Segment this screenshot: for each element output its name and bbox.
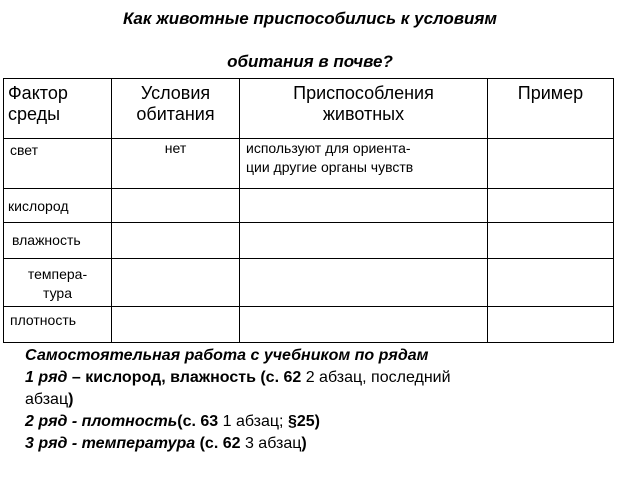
notes-row-1-cont — [25, 389, 625, 411]
factor-cell — [4, 307, 112, 343]
header-conditions-line-2: обитания — [136, 104, 215, 124]
adaptation-cell — [240, 189, 488, 223]
factor-cell — [4, 189, 112, 223]
header-adaptations — [240, 79, 488, 139]
factor-cell — [4, 259, 112, 307]
table-row — [4, 223, 614, 259]
adaptation-cell — [240, 223, 488, 259]
example-cell — [488, 139, 614, 189]
notes-row-1 — [25, 367, 625, 389]
row-3-label: 3 ряд - температура — [25, 435, 196, 452]
factor-cell — [4, 223, 112, 259]
factor-line-1: плотность — [10, 312, 77, 328]
table-row — [4, 189, 614, 223]
adaptation-line-1: используют для ориента- — [246, 140, 411, 156]
factor-line-1: кислород — [8, 198, 69, 214]
conditions-text: нет — [164, 140, 187, 156]
header-example-label: Пример — [517, 83, 584, 103]
row-3-page: (с. 62 — [195, 435, 241, 452]
adaptation-line-2: ции другие органы чувств — [246, 159, 414, 175]
table-header-row — [4, 79, 614, 139]
header-factor-line-1: Фактор — [8, 83, 68, 103]
header-factor — [4, 79, 112, 139]
row-2-ref: §25) — [287, 413, 320, 430]
row-1-label: 1 ряд — [25, 369, 68, 386]
header-adaptations-line-1: Приспособления — [293, 83, 434, 103]
header-adaptations-line-2: животных — [322, 104, 405, 124]
row-2-detail: 1 абзац; — [218, 413, 288, 430]
header-example — [488, 79, 614, 139]
worksheet-title-line-1: Как животные приспособились к условиям — [122, 9, 498, 28]
factor-line-2: тура — [43, 285, 72, 301]
row-1-topic: – кислород, влажность (с. 62 — [67, 369, 302, 386]
notes-row-2 — [25, 411, 625, 433]
assignment-notes — [25, 345, 625, 455]
example-cell — [488, 223, 614, 259]
row-3-detail: 3 абзац — [240, 435, 302, 452]
adaptation-cell — [240, 307, 488, 343]
conditions-cell — [112, 139, 240, 189]
factor-line-1: свет — [10, 142, 39, 158]
factor-cell — [4, 139, 112, 189]
conditions-cell — [112, 223, 240, 259]
row-1-detail: 2 абзац, последний — [301, 369, 451, 386]
example-cell — [488, 259, 614, 307]
conditions-cell — [112, 259, 240, 307]
row-2-page: (с. 63 — [177, 413, 219, 430]
header-factor-line-2: среды — [8, 104, 61, 124]
table-row — [4, 259, 614, 307]
row-2-label: 2 ряд - плотность — [25, 413, 178, 430]
header-conditions — [112, 79, 240, 139]
factor-line-1: темпера- — [27, 266, 88, 282]
conditions-cell — [112, 307, 240, 343]
example-cell — [488, 189, 614, 223]
header-conditions-line-1: Условия — [140, 83, 211, 103]
table-row — [4, 307, 614, 343]
worksheet-title-line-2: обитания в почве? — [227, 52, 393, 71]
adaptation-table — [3, 78, 614, 343]
table-row — [4, 139, 614, 189]
adaptation-cell — [240, 259, 488, 307]
notes-heading: Самостоятельная работа с учебником по рядам — [25, 347, 429, 364]
row-3-close: ) — [301, 435, 307, 452]
conditions-cell — [112, 189, 240, 223]
adaptation-cell — [240, 139, 488, 189]
row-1-close: ) — [68, 391, 74, 408]
row-1-detail-cont: абзац — [25, 391, 69, 408]
example-cell — [488, 307, 614, 343]
factor-line-1: влажность — [12, 232, 81, 248]
notes-row-3 — [25, 433, 625, 455]
